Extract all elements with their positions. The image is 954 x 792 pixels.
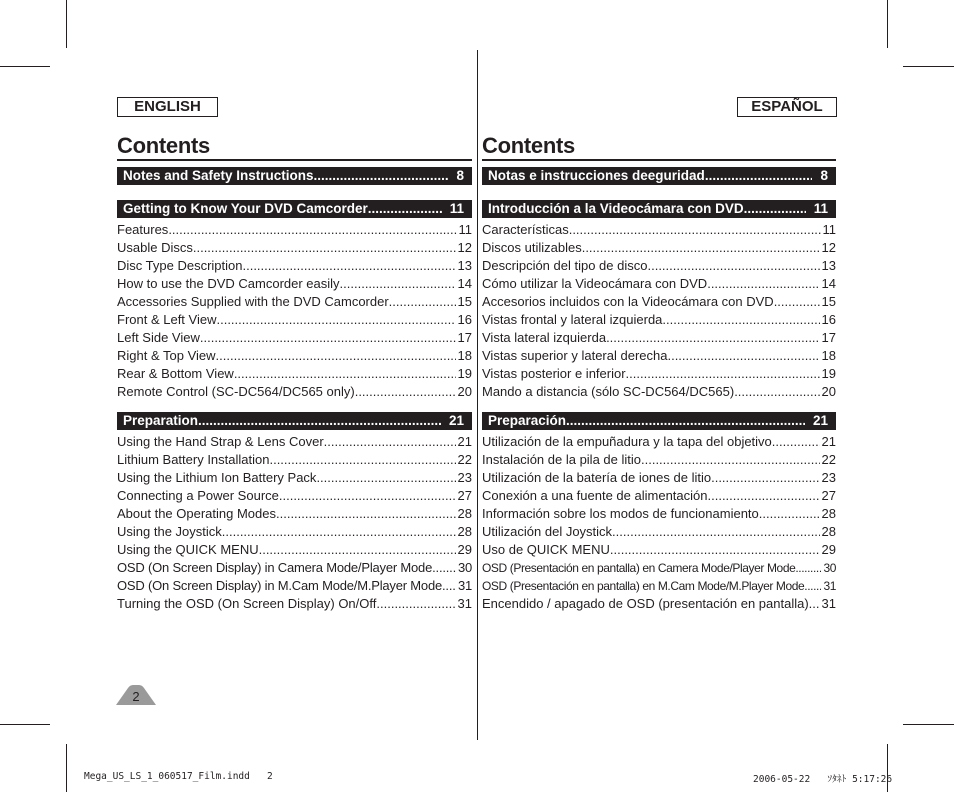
toc-entry[interactable] bbox=[117, 487, 472, 505]
section-page-number: 21 bbox=[812, 413, 828, 428]
leader-dots bbox=[193, 239, 456, 257]
toc-entry[interactable] bbox=[117, 469, 472, 487]
toc-entry[interactable] bbox=[482, 311, 836, 329]
toc-entry[interactable] bbox=[482, 239, 836, 257]
toc-entry-page-number: 28 bbox=[457, 524, 472, 539]
toc-entry[interactable] bbox=[117, 365, 472, 383]
section-header[interactable] bbox=[482, 167, 836, 185]
toc-entry-label: Features bbox=[117, 222, 169, 237]
leader-dots bbox=[647, 257, 819, 275]
toc-entry-label: About the Operating Modes bbox=[117, 506, 276, 521]
leader-dots bbox=[216, 311, 455, 329]
leader-dots bbox=[279, 487, 456, 505]
toc-entry-page-number: 31 bbox=[823, 579, 836, 593]
crop-mark bbox=[66, 744, 67, 792]
toc-entry[interactable] bbox=[117, 559, 472, 577]
crop-mark bbox=[887, 0, 888, 48]
leader-dots bbox=[707, 275, 819, 293]
toc-entry[interactable] bbox=[117, 523, 472, 541]
leader-dots bbox=[216, 347, 456, 365]
leader-dots bbox=[198, 412, 441, 430]
section-title: Preparación bbox=[488, 413, 567, 428]
toc-entry-label: Vistas frontal y lateral izquierda bbox=[482, 312, 663, 327]
leader-dots bbox=[222, 523, 456, 541]
section-title: Preparation bbox=[123, 413, 199, 428]
toc-entry-label: Características bbox=[482, 222, 569, 237]
section-title: Notes and Safety Instructions bbox=[123, 168, 314, 183]
toc-entry-page-number: 29 bbox=[457, 542, 472, 557]
title-rule-right bbox=[482, 159, 836, 161]
toc-entry[interactable] bbox=[117, 577, 472, 595]
leader-dots bbox=[606, 329, 819, 347]
section-header[interactable] bbox=[117, 412, 472, 430]
leader-dots bbox=[610, 541, 820, 559]
toc-entry-label: Accesorios incluidos con la Videocámara con DVD bbox=[482, 294, 774, 309]
toc-entry-page-number: 14 bbox=[821, 276, 836, 291]
toc-entry-label: Vista lateral izquierda bbox=[482, 330, 607, 345]
section-title: Getting to Know Your DVD Camcorder bbox=[123, 201, 368, 216]
toc-entry-label: Conexión a una fuente de alimentación bbox=[482, 488, 708, 503]
crop-mark bbox=[0, 66, 50, 67]
toc-entry[interactable] bbox=[482, 595, 836, 613]
toc-entry-label: Información sobre los modos de funcionamiento bbox=[482, 506, 759, 521]
toc-entry-page-number: 31 bbox=[821, 596, 836, 611]
toc-entry-label: OSD (Presentación en pantalla) en Camera Mode/Player Mode bbox=[482, 561, 796, 575]
language-label-espanol: ESPAÑOL bbox=[737, 97, 837, 117]
toc-entry-label: Right & Top View bbox=[117, 348, 216, 363]
toc-entry[interactable] bbox=[117, 329, 472, 347]
toc-entry[interactable] bbox=[117, 505, 472, 523]
toc-entry-page-number: 27 bbox=[457, 488, 472, 503]
toc-entry-page-number: 12 bbox=[457, 240, 472, 255]
page-title-right: Contents bbox=[482, 133, 575, 158]
section-header[interactable] bbox=[482, 412, 836, 430]
leader-dots bbox=[432, 559, 456, 577]
leader-dots bbox=[711, 469, 819, 487]
toc-entry[interactable] bbox=[482, 451, 836, 469]
section-page-number: 8 bbox=[820, 168, 828, 183]
toc-entry[interactable] bbox=[482, 293, 836, 311]
leader-dots bbox=[804, 577, 821, 595]
crop-mark bbox=[66, 0, 67, 48]
leader-dots bbox=[316, 469, 455, 487]
toc-entry[interactable] bbox=[482, 383, 836, 401]
toc-entry-page-number: 31 bbox=[457, 578, 472, 593]
toc-entry-page-number: 28 bbox=[457, 506, 472, 521]
toc-entry-label: Using the QUICK MENU bbox=[117, 542, 259, 557]
toc-entry-label: Instalación de la pila de litio bbox=[482, 452, 641, 467]
leader-dots bbox=[705, 167, 813, 185]
toc-entry-page-number: 18 bbox=[457, 348, 472, 363]
leader-dots bbox=[442, 577, 456, 595]
toc-entry-page-number: 17 bbox=[457, 330, 472, 345]
leader-dots bbox=[662, 311, 819, 329]
footer-timestamp: 2006-05-22 ｿﾀﾈﾄ 5:17:26 bbox=[753, 774, 893, 785]
toc-entry[interactable] bbox=[117, 275, 472, 293]
toc-entry-label: How to use the DVD Camcorder easily bbox=[117, 276, 340, 291]
toc-entry[interactable] bbox=[117, 347, 472, 365]
toc-entry-page-number: 16 bbox=[457, 312, 472, 327]
leader-dots bbox=[641, 451, 820, 469]
toc-entry[interactable] bbox=[117, 239, 472, 257]
toc-entry-label: Using the Lithium Ion Battery Pack bbox=[117, 470, 317, 485]
toc-entry-page-number: 11 bbox=[822, 222, 836, 237]
crop-mark bbox=[0, 724, 50, 725]
toc-entry[interactable] bbox=[117, 383, 472, 401]
toc-entry-page-number: 21 bbox=[821, 434, 836, 449]
leader-dots bbox=[340, 275, 456, 293]
toc-entry[interactable] bbox=[482, 559, 836, 577]
toc-entry-label: Cómo utilizar la Videocámara con DVD bbox=[482, 276, 708, 291]
toc-entry[interactable] bbox=[482, 329, 836, 347]
toc-entry-page-number: 20 bbox=[821, 384, 836, 399]
toc-entry-page-number: 30 bbox=[457, 560, 472, 575]
toc-entry[interactable] bbox=[482, 469, 836, 487]
toc-entry-label: Disc Type Description bbox=[117, 258, 243, 273]
toc-entry-page-number: 22 bbox=[821, 452, 836, 467]
toc-entry-page-number: 22 bbox=[457, 452, 472, 467]
toc-entry-page-number: 18 bbox=[821, 348, 836, 363]
toc-entry-page-number: 28 bbox=[821, 524, 836, 539]
toc-entry[interactable] bbox=[117, 311, 472, 329]
leader-dots bbox=[734, 383, 819, 401]
toc-entry-label: Mando a distancia (sólo SC-DC564/DC565) bbox=[482, 384, 735, 399]
leader-dots bbox=[566, 412, 805, 430]
toc-entry-label: Remote Control (SC-DC564/DC565 only) bbox=[117, 384, 355, 399]
toc-entry-page-number: 19 bbox=[821, 366, 836, 381]
toc-entry[interactable] bbox=[117, 541, 472, 559]
language-label-english: ENGLISH bbox=[117, 97, 218, 117]
toc-entry-label: OSD (On Screen Display) in M.Cam Mode/M.Player Mode bbox=[117, 578, 443, 593]
section-page-number: 8 bbox=[456, 168, 464, 183]
toc-entry-page-number: 30 bbox=[823, 561, 836, 575]
leader-dots bbox=[234, 365, 456, 383]
section-title: Notas e instrucciones deeguridad bbox=[488, 168, 705, 183]
toc-entry-label: Discos utilizables bbox=[482, 240, 582, 255]
leader-dots bbox=[389, 293, 456, 311]
leader-dots bbox=[795, 559, 821, 577]
toc-entry-page-number: 12 bbox=[821, 240, 836, 255]
section-page-number: 21 bbox=[448, 413, 464, 428]
toc-entry[interactable] bbox=[117, 257, 472, 275]
toc-entry-page-number: 20 bbox=[457, 384, 472, 399]
toc-entry-label: Usable Discs bbox=[117, 240, 193, 255]
column-divider bbox=[477, 50, 478, 740]
toc-entry-label: Utilización de la empuñadura y la tapa del objetivo bbox=[482, 434, 772, 449]
toc-entry-label: Uso de QUICK MENU bbox=[482, 542, 610, 557]
toc-entry-page-number: 27 bbox=[821, 488, 836, 503]
leader-dots bbox=[259, 541, 456, 559]
toc-entry-label: Vistas posterior e inferior bbox=[482, 366, 626, 381]
toc-entry-label: Turning the OSD (On Screen Display) On/Off bbox=[117, 596, 377, 611]
toc-entry-label: Vistas superior y lateral derecha bbox=[482, 348, 668, 363]
toc-entry[interactable] bbox=[482, 221, 836, 239]
section-header[interactable] bbox=[117, 167, 472, 185]
toc-entry[interactable] bbox=[482, 347, 836, 365]
page-number: 2 bbox=[132, 689, 140, 704]
leader-dots bbox=[774, 293, 820, 311]
leader-dots bbox=[314, 167, 449, 185]
toc-entry[interactable] bbox=[482, 505, 836, 523]
toc-entry-page-number: 31 bbox=[457, 596, 472, 611]
section-header[interactable] bbox=[117, 200, 472, 218]
toc-entry-label: Using the Hand Strap & Lens Cover bbox=[117, 434, 324, 449]
leader-dots bbox=[772, 433, 820, 451]
toc-entry-label: Left Side View bbox=[117, 330, 200, 345]
leader-dots bbox=[708, 487, 820, 505]
toc-entry-label: Rear & Bottom View bbox=[117, 366, 234, 381]
section-page-number: 11 bbox=[449, 201, 464, 216]
toc-entry-page-number: 23 bbox=[821, 470, 836, 485]
toc-entry[interactable] bbox=[482, 577, 836, 595]
toc-entry[interactable] bbox=[482, 523, 836, 541]
toc-entry-page-number: 16 bbox=[821, 312, 836, 327]
toc-entry-label: Utilización del Joystick bbox=[482, 524, 613, 539]
toc-entry-page-number: 29 bbox=[821, 542, 836, 557]
toc-entry-page-number: 13 bbox=[457, 258, 472, 273]
section-title: Introducción a la Videocámara con DVD bbox=[488, 201, 744, 216]
page-title-left: Contents bbox=[117, 133, 210, 158]
leader-dots bbox=[612, 523, 819, 541]
toc-entry[interactable] bbox=[117, 595, 472, 613]
crop-mark bbox=[903, 66, 954, 67]
toc-entry-page-number: 15 bbox=[457, 294, 472, 309]
leader-dots bbox=[168, 221, 456, 239]
leader-dots bbox=[276, 505, 456, 523]
leader-dots bbox=[368, 200, 442, 218]
toc-entry-label: Utilización de la batería de iones de litio bbox=[482, 470, 712, 485]
toc-entry-label: Descripción del tipo de disco bbox=[482, 258, 648, 273]
toc-entry[interactable] bbox=[117, 451, 472, 469]
toc-entry-page-number: 23 bbox=[457, 470, 472, 485]
toc-entry[interactable] bbox=[482, 433, 836, 451]
toc-entry-page-number: 14 bbox=[457, 276, 472, 291]
leader-dots bbox=[324, 433, 456, 451]
section-header[interactable] bbox=[482, 200, 836, 218]
leader-dots bbox=[744, 200, 806, 218]
toc-entry-page-number: 28 bbox=[821, 506, 836, 521]
toc-entry[interactable] bbox=[482, 257, 836, 275]
footer-file-info: Mega_US_LS_1_060517_Film.indd 2 bbox=[84, 771, 273, 782]
leader-dots bbox=[626, 365, 820, 383]
toc-entry-label: Accessories Supplied with the DVD Camcorder bbox=[117, 294, 389, 309]
toc-entry-label: Lithium Battery Installation bbox=[117, 452, 270, 467]
toc-entry-page-number: 13 bbox=[821, 258, 836, 273]
leader-dots bbox=[269, 451, 455, 469]
toc-entry[interactable] bbox=[482, 487, 836, 505]
leader-dots bbox=[667, 347, 819, 365]
leader-dots bbox=[242, 257, 455, 275]
toc-entry-page-number: 11 bbox=[458, 222, 472, 237]
leader-dots bbox=[200, 329, 456, 347]
toc-entry-label: Connecting a Power Source bbox=[117, 488, 279, 503]
toc-entry-page-number: 19 bbox=[457, 366, 472, 381]
leader-dots bbox=[355, 383, 456, 401]
section-page-number: 11 bbox=[813, 201, 828, 216]
toc-entry-page-number: 21 bbox=[457, 434, 472, 449]
title-rule-left bbox=[117, 159, 472, 161]
toc-entry-page-number: 17 bbox=[821, 330, 836, 345]
toc-entry-label: Encendido / apagado de OSD (presentación en pantalla) bbox=[482, 596, 809, 611]
crop-mark bbox=[903, 724, 954, 725]
toc-entry[interactable] bbox=[482, 365, 836, 383]
leader-dots bbox=[759, 505, 820, 523]
toc-entry-page-number: 15 bbox=[821, 294, 836, 309]
toc-entry[interactable] bbox=[117, 433, 472, 451]
toc-entry-label: OSD (Presentación en pantalla) en M.Cam Mode/M.Player Mode bbox=[482, 579, 805, 593]
leader-dots bbox=[569, 221, 821, 239]
toc-entry[interactable] bbox=[117, 293, 472, 311]
toc-entry-label: Using the Joystick bbox=[117, 524, 222, 539]
toc-entry-label: Front & Left View bbox=[117, 312, 217, 327]
toc-entry[interactable] bbox=[482, 541, 836, 559]
toc-entry-label: OSD (On Screen Display) in Camera Mode/Player Mode bbox=[117, 560, 433, 575]
toc-entry[interactable] bbox=[117, 221, 472, 239]
leader-dots bbox=[809, 595, 820, 613]
leader-dots bbox=[376, 595, 455, 613]
toc-entry[interactable] bbox=[482, 275, 836, 293]
leader-dots bbox=[582, 239, 820, 257]
